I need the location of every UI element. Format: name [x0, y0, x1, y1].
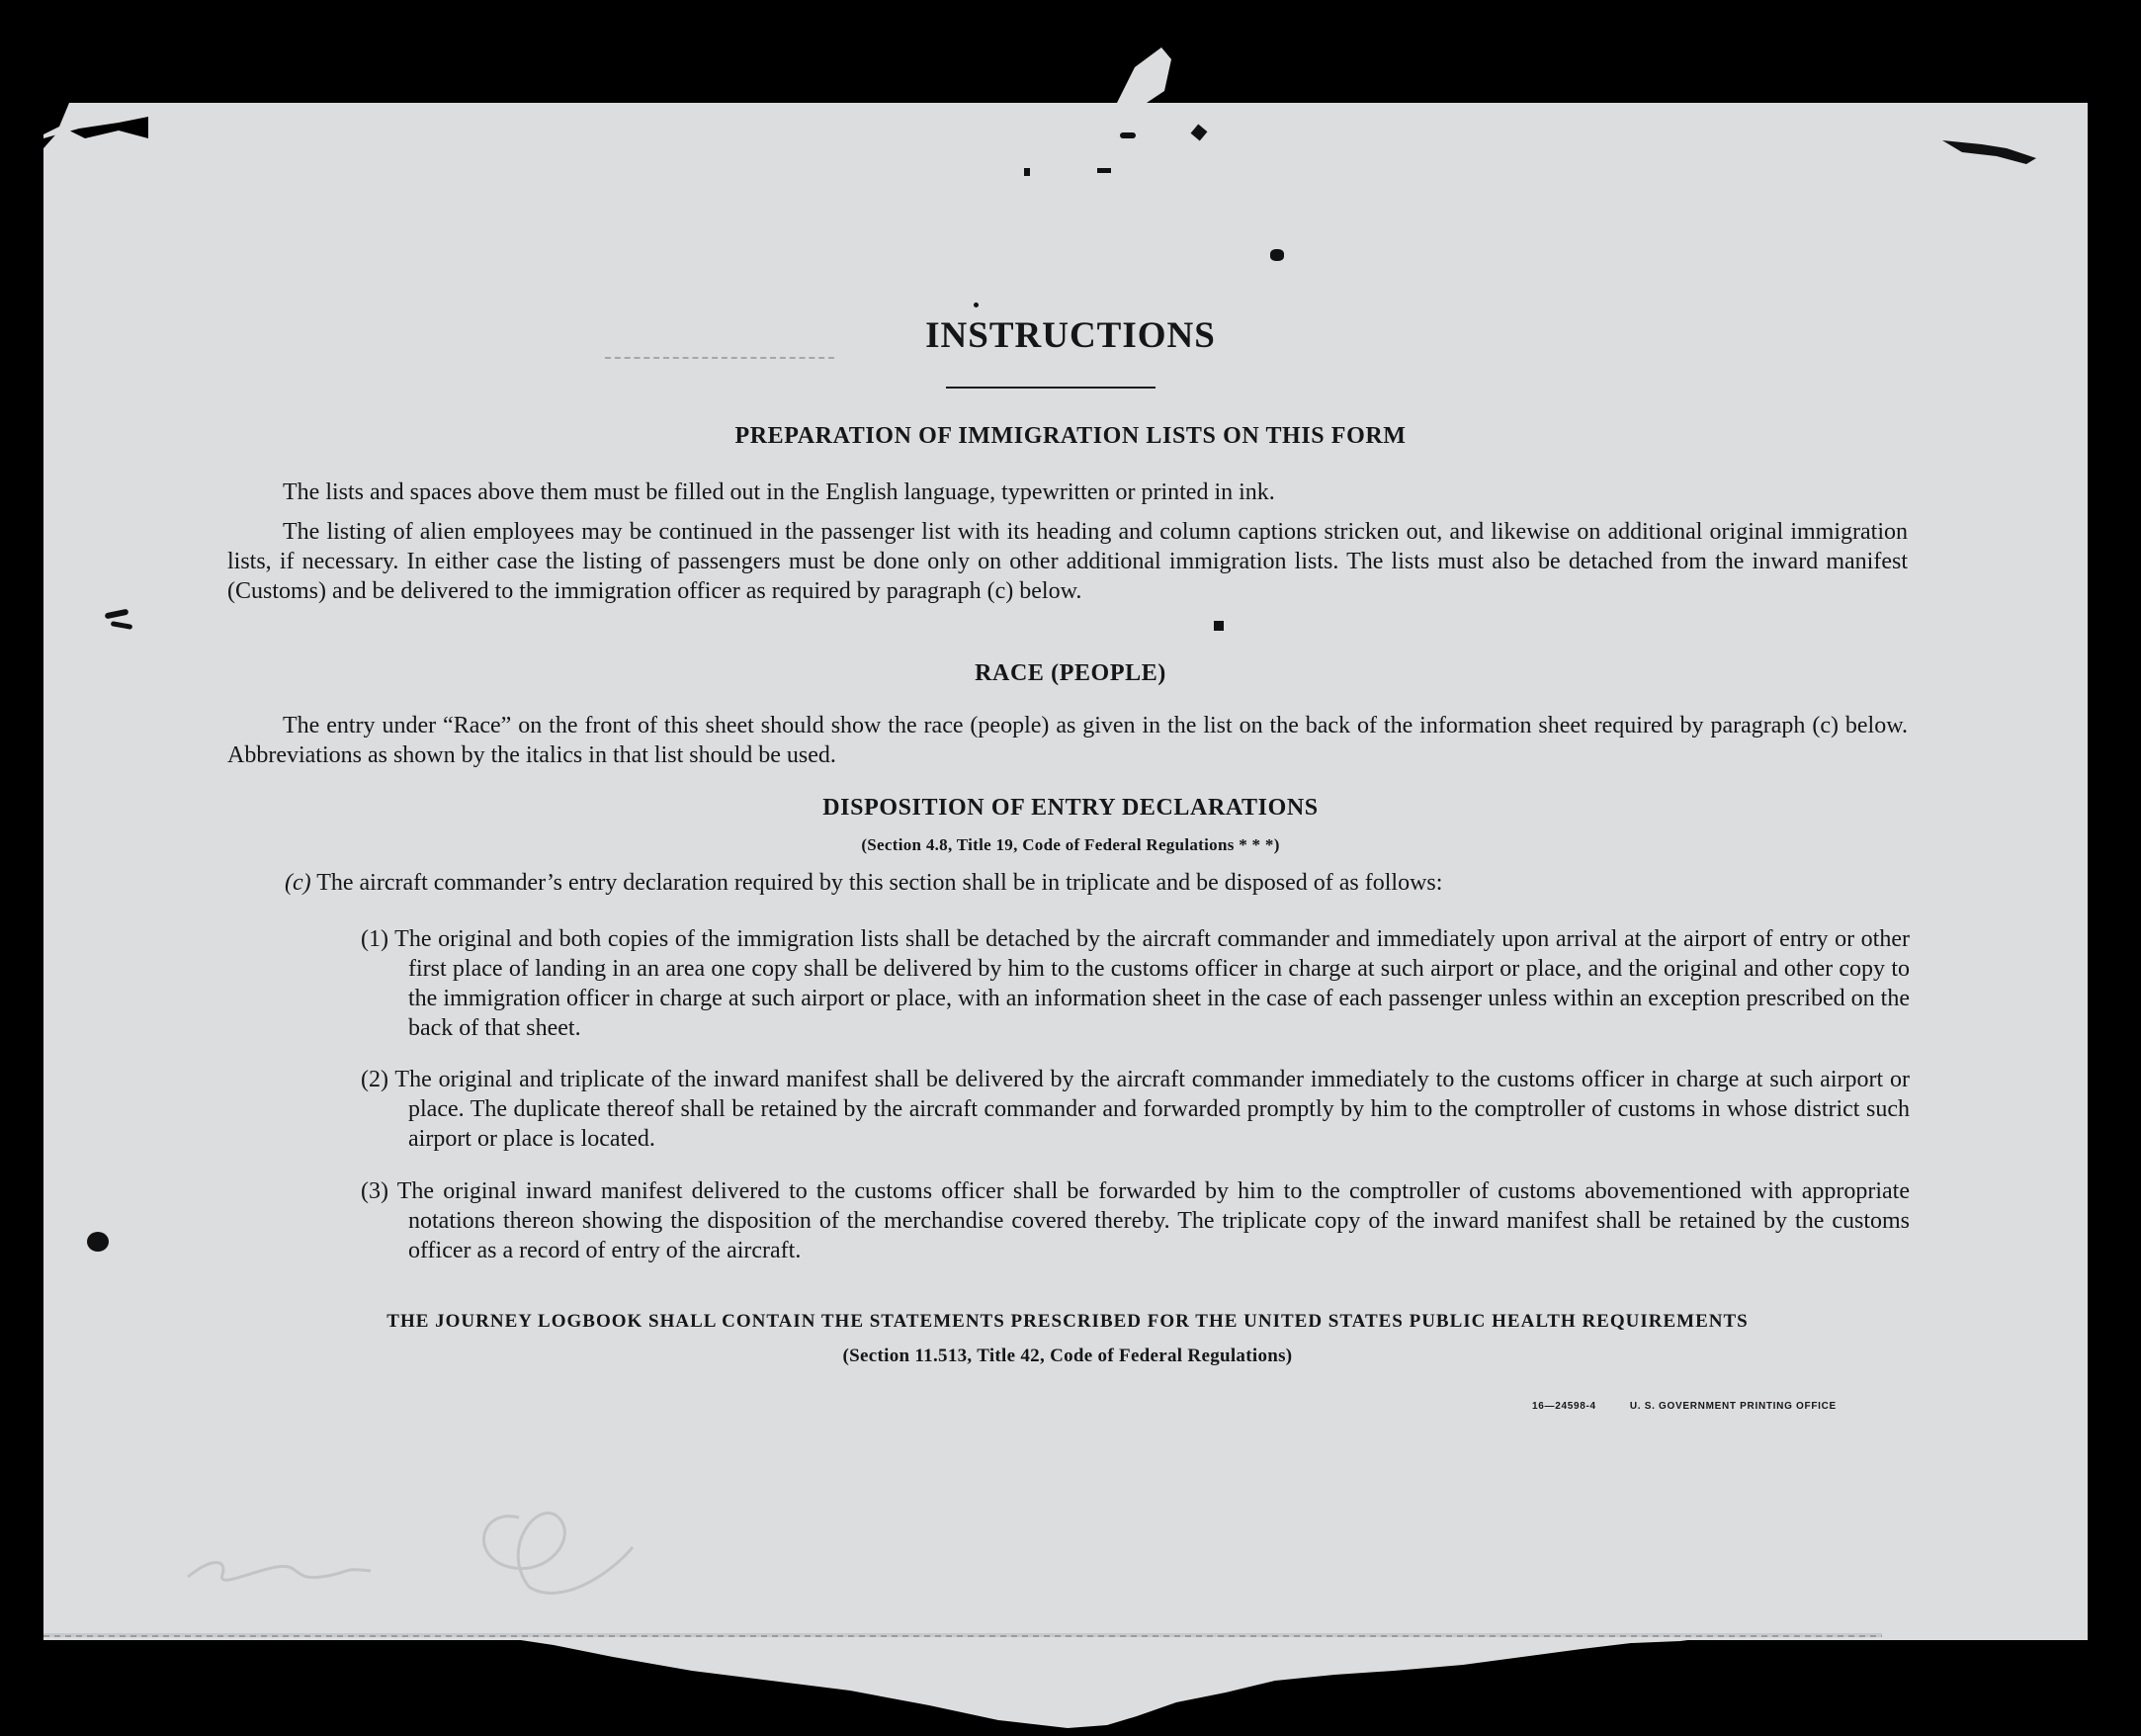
- printer-imprint: [1532, 1401, 1870, 1412]
- punch-hole-mark: [87, 1232, 109, 1252]
- item-3-text: The original inward manifest delivered to the customs officer shall be forwarded by him to the comptroller of customs abovementioned with appropriate notations thereon showing the disposition of the merchandise covered thereby. The triplicate copy of the inward manifest shall be retained by the customs officer as a record of entry of the aircraft.: [396, 1178, 1910, 1263]
- footer-citation: (Section 11.513, Title 42, Code of Federal Regulations): [842, 1345, 1293, 1366]
- ink-speck: [1024, 168, 1030, 176]
- disposition-subheading: (Section 4.8, Title 19, Code of Federal Regulations * * *): [861, 835, 1280, 854]
- ink-speck: [1270, 249, 1284, 261]
- item-1-text: The original and both copies of the immigration lists shall be detached by the aircraft commander and immediately upon arrival at the airport of entry or other first place of landing in an area one copy shall be delivered by him to the customs officer in charge at such airport or place, and the original and other copy to the immigration officer in charge at such airport or place, with an information sheet in the case of each passenger unless within an exception prescribed on the back of that sheet.: [394, 926, 1910, 1041]
- ink-speck: [1214, 621, 1224, 631]
- title-underline: [946, 387, 1156, 389]
- disposition-item-3: [334, 1176, 1910, 1265]
- ink-mark: [111, 621, 133, 630]
- ink-speck: [974, 303, 979, 307]
- disposition-intro-text: The aircraft commander’s entry declaration required by this section shall be in triplicate and be disposed of as follows:: [316, 870, 1443, 896]
- item-2-label: (2): [361, 1067, 388, 1092]
- item-2-text: The original and triplicate of the inward manifest shall be delivered by the aircraft commander immediately to the customs officer in charge at such airport or place. The duplicate thereof shall be retained by the aircraft commander and forwarded promptly by him to the comptroller of customs in whose district such airport or place is located.: [394, 1067, 1910, 1152]
- race-heading: RACE (PEOPLE): [975, 660, 1166, 686]
- preparation-paragraph-1: The lists and spaces above them must be filled out in the English language, typewritten or printed in ink.: [283, 479, 1275, 505]
- disposition-heading: DISPOSITION OF ENTRY DECLARATIONS: [822, 795, 1319, 821]
- page-title: INSTRUCTIONS: [925, 315, 1216, 356]
- form-number: 16—24598-4: [1532, 1401, 1596, 1412]
- ink-speck: [1191, 125, 1208, 141]
- disposition-intro-label: (c): [285, 870, 311, 896]
- ink-mark: [105, 609, 129, 620]
- printer-name: U. S. GOVERNMENT PRINTING OFFICE: [1629, 1401, 1837, 1412]
- ink-speck: [1097, 168, 1111, 173]
- footer-logbook-statement: THE JOURNEY LOGBOOK SHALL CONTAIN THE STATEMENTS PRESCRIBED FOR THE UNITED STATES PUBLIC HEALTH REQUIREMENTS: [386, 1311, 1749, 1332]
- disposition-intro: [285, 868, 1916, 898]
- disposition-item-1: [334, 924, 1910, 1043]
- race-paragraph: The entry under “Race” on the front of this sheet should show the race (people) as given in the list on the back of the information sheet required by paragraph (c) below. Abbreviations as shown by the italics in that list should be used.: [227, 713, 1908, 768]
- preparation-heading: PREPARATION OF IMMIGRATION LISTS ON THIS FORM: [734, 423, 1407, 449]
- disposition-item-2: [334, 1065, 1910, 1154]
- item-1-label: (1): [361, 926, 388, 952]
- ink-speck: [1120, 132, 1136, 138]
- item-3-label: (3): [361, 1178, 388, 1204]
- faint-dashed-rule: [605, 357, 834, 361]
- preparation-paragraph-2: The listing of alien employees may be continued in the passenger list with its heading and column captions stricken out, and likewise on additional original immigration lists, if necessary. In either case the listing of passengers must be done only on other additional immigration lists. The lists must also be detached from the inward manifest (Customs) and be delivered to the immigration officer as required by paragraph (c) below.: [227, 519, 1908, 604]
- faint-signature: [183, 1498, 638, 1606]
